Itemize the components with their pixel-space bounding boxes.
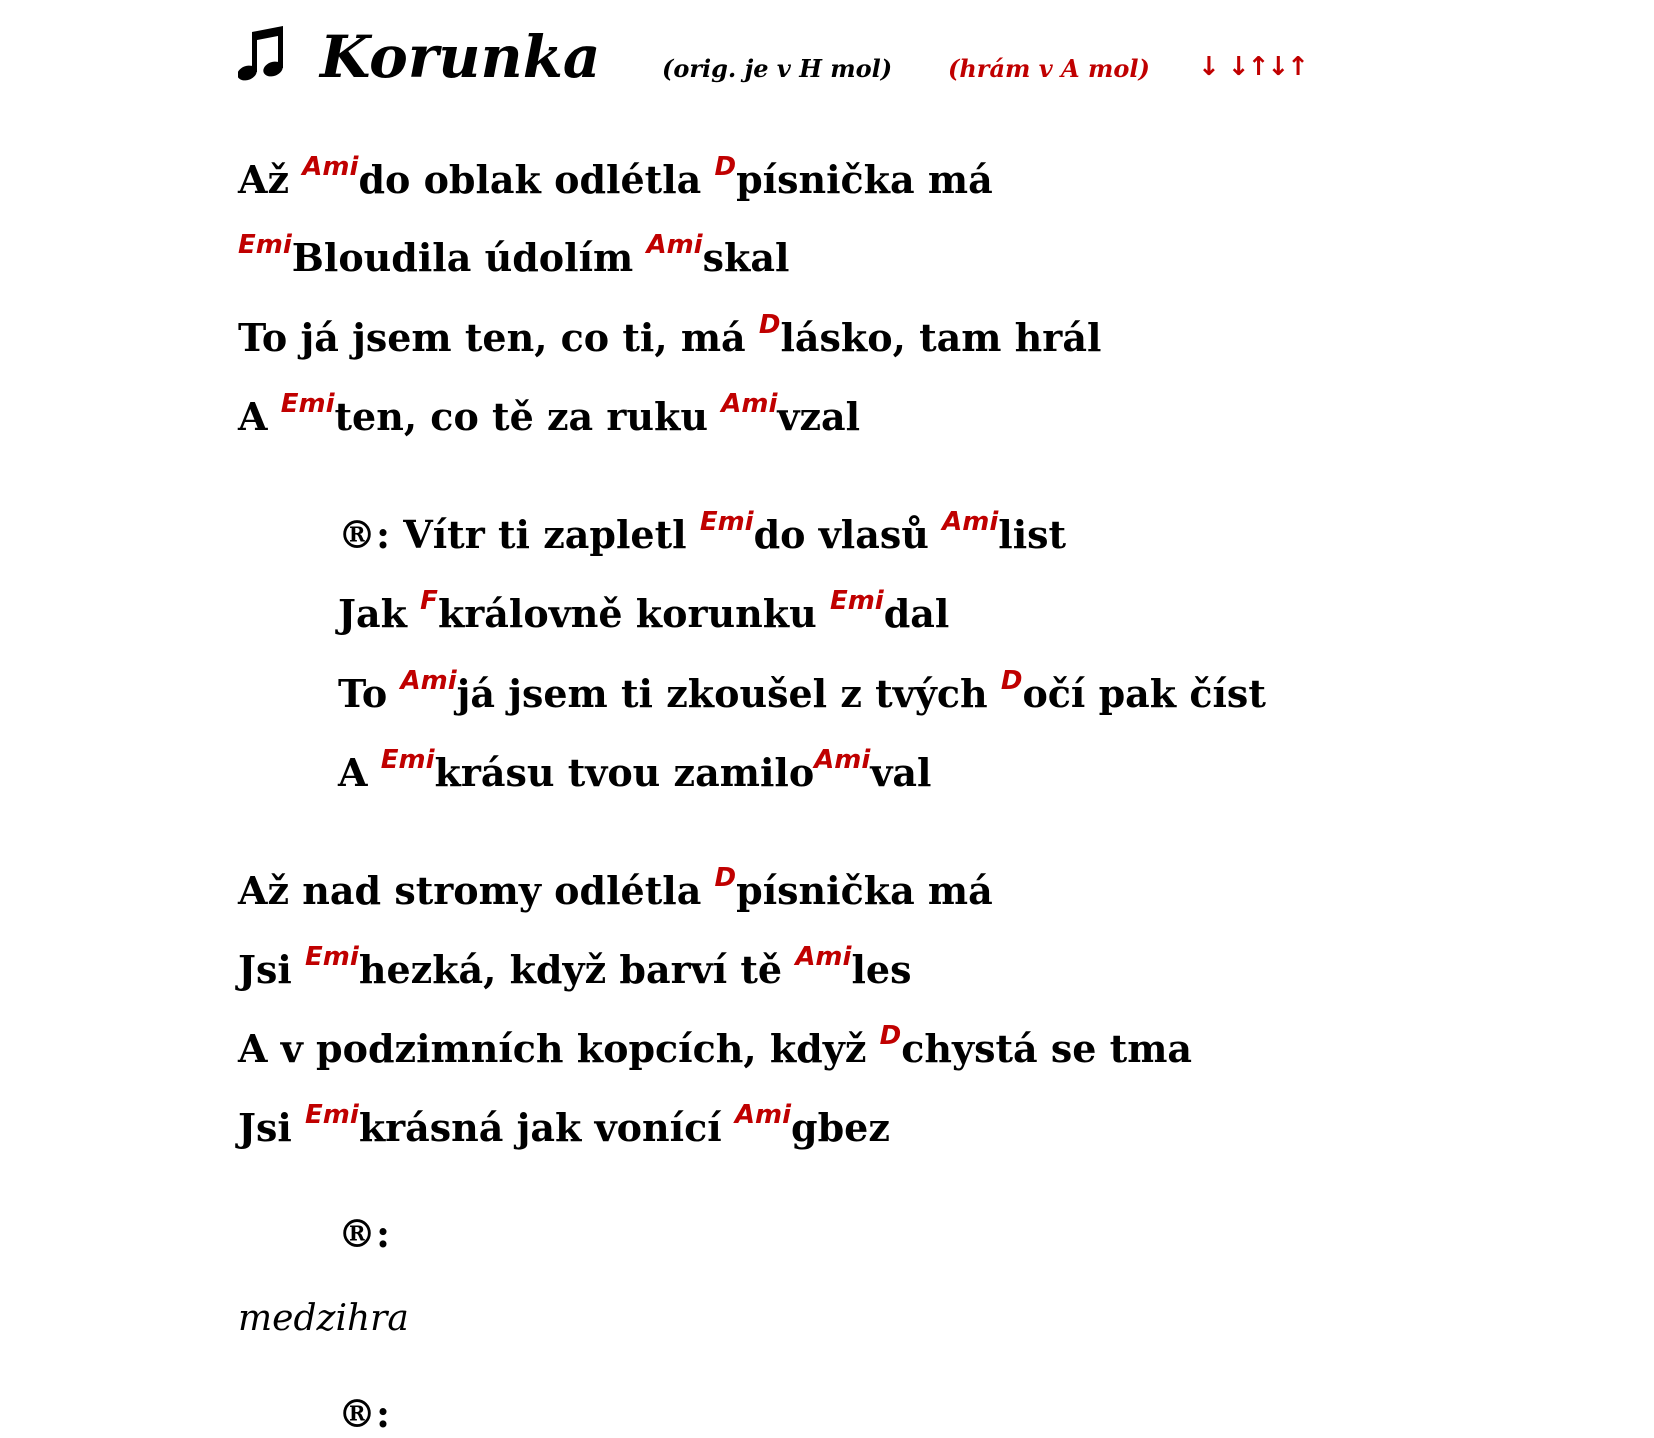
lyric-text: vzal [777, 394, 861, 439]
chord-ami: Ami [814, 745, 871, 775]
lyric-text: ten, co tě za ruku [334, 394, 722, 439]
lyric-line [238, 310, 1102, 362]
chord-d: D [714, 863, 737, 893]
lyric-text: krásu tvou zamilo [434, 750, 815, 795]
lyric-text: Jsi [238, 1105, 306, 1150]
original-key: (orig. je v H mol) [662, 54, 893, 83]
lyric-text: písnička má [736, 868, 993, 913]
chord-emi: Emi [699, 507, 754, 537]
lyric-text: do vlasů [753, 512, 943, 557]
chorus-reference: ®: [338, 1391, 391, 1436]
music-note-icon [238, 26, 288, 86]
lyric-text: To [338, 671, 401, 716]
chord-emi: Emi [280, 389, 335, 419]
lyric-text: les [851, 947, 912, 992]
lyric-text: skal [702, 235, 790, 280]
lyric-text: list [998, 512, 1067, 557]
lyric-text: A v podzimních kopcích, když [238, 1026, 880, 1071]
lyric-line [238, 230, 790, 282]
lyric-line [238, 863, 993, 915]
lyric-text: Jak [338, 591, 421, 636]
chord-d: D [758, 310, 781, 340]
lyric-text: chystá se tma [901, 1026, 1193, 1071]
lyric-text: do oblak odlétla [358, 157, 715, 202]
chord-ami: Ami [646, 230, 703, 260]
strum-pattern [1198, 52, 1317, 82]
lyric-line [238, 152, 993, 204]
strum-sequence: ↓↑↓↑ [1227, 52, 1307, 82]
chord-f: F [420, 586, 438, 616]
lyric-text: krásná jak vonící [358, 1105, 735, 1150]
lyric-text: královně korunku [437, 591, 830, 636]
chord-d: D [1000, 666, 1023, 696]
lyric-line [338, 586, 950, 638]
lyric-text: Bloudila údolím [291, 235, 647, 280]
chord-d: D [879, 1021, 902, 1051]
strum-down-arrow: ↓ [1198, 52, 1218, 82]
chord-d: D [714, 152, 737, 182]
lyric-text: já jsem ti zkoušel z tvých [456, 671, 1001, 716]
lyric-text: To já jsem ten, co ti, má [238, 315, 759, 360]
chord-ami: Ami [734, 1100, 792, 1130]
chord-ami: Ami [795, 942, 852, 972]
lyric-line [238, 1100, 890, 1152]
chord-emi: Emi [829, 586, 884, 616]
lyric-text: očí pak číst [1022, 671, 1266, 716]
chord-emi: Emi [305, 1100, 359, 1130]
lyric-text: Až nad stromy odlétla [238, 868, 715, 913]
played-key: (hrám v A mol) [948, 54, 1150, 83]
chord-ami: Ami [942, 507, 999, 537]
chord-emi: Emi [380, 745, 435, 775]
lyric-text: A [338, 750, 381, 795]
lyric-text: lásko, tam hrál [780, 315, 1102, 360]
lyric-text: hezká, když barví tě [358, 947, 796, 992]
chord-ami: Ami [302, 152, 359, 182]
lyric-line [338, 507, 1067, 559]
chord-emi: Emi [238, 230, 292, 260]
chord-ami: Ami [721, 389, 778, 419]
lyric-text: gbez [791, 1105, 890, 1150]
lyric-text: Až [238, 157, 303, 202]
lyric-line [238, 942, 912, 994]
lyric-line [238, 1021, 1193, 1073]
lyric-line [238, 389, 861, 441]
chord-ami: Ami [400, 666, 457, 696]
interlude-label: medzihra [238, 1298, 409, 1339]
lyric-text: A [238, 394, 281, 439]
chord-emi: Emi [305, 942, 359, 972]
lyric-text: písnička má [736, 157, 993, 202]
lyric-text: Jsi [238, 947, 306, 992]
lyric-text: val [870, 750, 932, 795]
chorus-reference: ®: [338, 1211, 391, 1256]
lyric-text: dal [883, 591, 950, 636]
lyric-text: ®: Vítr ti zapletl [338, 512, 700, 557]
lyric-line [338, 666, 1266, 718]
lyric-line [338, 745, 932, 797]
song-title: Korunka [320, 23, 601, 91]
